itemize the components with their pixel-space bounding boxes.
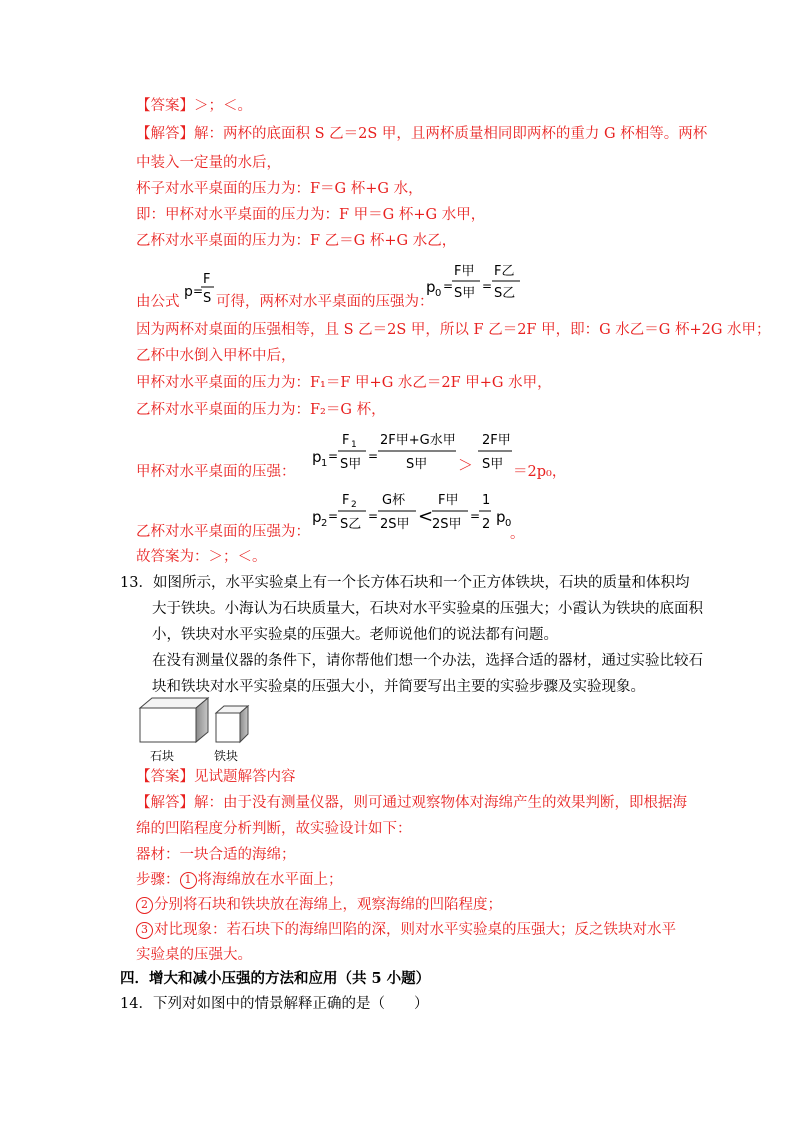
q13-solution-line-3: 器材：一块合适的海绵； [136, 847, 296, 863]
svg-text:S甲: S甲 [482, 457, 504, 472]
solution-line-5: 乙杯对水平桌面的压力为：F 乙＝G 杯+G 水乙， [136, 233, 457, 249]
svg-text:F: F [342, 433, 350, 448]
solution-line-9: 甲杯对水平桌面的压力为：F₁＝F 甲+G 水乙＝2F 甲+G 水甲， [136, 375, 552, 391]
answer-tag: 【答案】 [136, 769, 194, 785]
question-13-line-1: 13．如图所示，水平实验桌上有一个长方体石块和一个正方体铁块，石块的质量和体积均 [120, 575, 690, 591]
label-iron: 铁块 [214, 749, 239, 763]
svg-text:S甲: S甲 [406, 457, 428, 472]
solution-line-12-tail: 。 [510, 526, 525, 542]
solution-line-10: 乙杯对水平桌面的压力为：F₂＝G 杯， [136, 402, 386, 418]
q13-solution-line-5: 2 分别将石块和铁块放在海绵上，观察海绵的凹陷程度； [136, 895, 502, 915]
solution-line-12: 乙杯对水平桌面的压强为： [136, 524, 310, 540]
q13-solution-line-7: 实验桌的压强大。 [136, 947, 252, 963]
svg-text:=: = [328, 509, 339, 523]
question-13-line-3: 小，铁块对水平实验桌的压强大。老师说他们的说法都有问题。 [152, 627, 558, 643]
svg-text:2F甲: 2F甲 [482, 433, 511, 448]
question-14: 14．下列对如图中的情景解释正确的是（ ） [120, 996, 429, 1012]
question-13-line-2: 大于铁块。小海认为石块质量大，石块对水平实验桌的压强大；小霞认为铁块的底面积 [152, 601, 703, 617]
svg-text:2: 2 [351, 500, 357, 510]
svg-text:S乙: S乙 [340, 517, 362, 532]
question-13-line-5: 块和铁块对水平实验桌的压强大小，并简要写出主要的实验步骤及实验现象。 [152, 679, 645, 695]
svg-text:F: F [342, 493, 350, 508]
solution-line-1: 【解答】解：两杯的底面积 S 乙＝2S 甲，且两杯质量相同即两杯的重力 G 杯相等。两杯 [136, 126, 708, 142]
svg-text:G杯: G杯 [382, 493, 406, 508]
solution-line-8: 乙杯中水倒入甲杯中后， [136, 348, 296, 364]
svg-text:F乙: F乙 [494, 264, 515, 279]
solution-tag: 【解答】 [136, 126, 194, 142]
svg-text:=: = [443, 279, 454, 293]
label-stone: 石块 [150, 749, 175, 763]
svg-text:2: 2 [321, 518, 328, 529]
formula-p0 [422, 260, 532, 308]
svg-text:F甲: F甲 [454, 264, 475, 279]
svg-text:1: 1 [351, 440, 357, 450]
question-13-line-4: 在没有测量仪器的条件下，请你帮他们想一个办法，选择合适的器材，通过实验比较石 [152, 653, 703, 669]
solution-line-2: 中装入一定量的水后， [136, 155, 281, 171]
formula-F: F [203, 272, 211, 287]
svg-text:p: p [312, 508, 322, 526]
svg-text:p: p [312, 448, 322, 466]
formula-p1 [308, 426, 548, 482]
solution-line-3: 杯子对水平桌面的压力为：F＝G 杯+G 水， [136, 181, 423, 197]
svg-text:=: = [470, 509, 481, 523]
svg-text:＞: ＞ [458, 456, 474, 474]
circled-number-3: 3 [136, 922, 153, 939]
circled-number-1: 1 [180, 872, 197, 889]
solution-line-7: 因为两杯对桌面的压强相等，且 S 乙＝2S 甲，所以 F 乙＝2F 甲，即：G 水乙＝G 杯+2G 水甲； [136, 322, 771, 338]
formula-p-equals-f-over-s [182, 268, 218, 310]
svg-text:=: = [193, 284, 204, 298]
formula-S: S [203, 291, 212, 306]
svg-text:=: = [328, 449, 339, 463]
solution-line-13: 故答案为：＞；＜。 [136, 549, 267, 565]
blocks-figure [136, 696, 276, 766]
q13-solution-line-6: 3 对比现象：若石块下的海绵凹陷的深，则对水平实验桌的压强大；反之铁块对水平 [136, 920, 676, 940]
svg-text:1: 1 [482, 493, 491, 508]
solution-line-11: 甲杯对水平桌面的压强： [136, 464, 296, 480]
svg-text:1: 1 [321, 458, 328, 469]
question-number: 13． [120, 575, 153, 591]
answer-line-q13 [136, 767, 296, 787]
svg-text:S甲: S甲 [454, 286, 476, 301]
solution-line-11-tail: ＝2p₀， [513, 464, 567, 480]
svg-text:2F甲+G水甲: 2F甲+G水甲 [380, 433, 456, 448]
svg-text:S甲: S甲 [340, 457, 362, 472]
solution-line-6b: 可得，两杯对水平桌面的压强为： [216, 294, 434, 310]
svg-text:<: < [418, 506, 434, 527]
formula-p2 [308, 486, 528, 542]
svg-text:p: p [496, 508, 506, 526]
svg-text:S乙: S乙 [494, 286, 516, 301]
svg-text:0: 0 [505, 518, 512, 529]
q13-solution-line-4: 步骤： 1 将海绵放在水平面上； [136, 872, 343, 888]
svg-text:2S甲: 2S甲 [432, 517, 462, 532]
iron-block [216, 706, 248, 742]
solution-line-6: 由公式 [136, 294, 180, 310]
formula-p: p [184, 284, 193, 300]
svg-text:2S甲: 2S甲 [380, 517, 410, 532]
svg-text:p: p [426, 278, 436, 296]
question-number: 14． [120, 996, 153, 1012]
q13-solution-line-2: 绵的凹陷程度分析判断，故实验设计如下： [136, 821, 412, 837]
section-heading: 四．增大和减小压强的方法和应用（共 5 小题） [120, 970, 431, 987]
answer-text: 见试题解答内容 [194, 769, 296, 785]
svg-text:=: = [368, 449, 379, 463]
svg-text:2: 2 [482, 517, 491, 532]
svg-text:=: = [482, 279, 493, 293]
svg-text:0: 0 [435, 288, 442, 299]
answer-line-q12 [136, 96, 252, 116]
svg-text:=: = [368, 509, 379, 523]
answer-tag: 【答案】 [136, 98, 194, 114]
solution-line-4: 即：甲杯对水平桌面的压力为：F 甲＝G 杯+G 水甲， [136, 207, 486, 223]
circled-number-2: 2 [136, 897, 153, 914]
solution-tag: 【解答】 [136, 795, 194, 811]
stone-block [140, 698, 208, 742]
answer-text: ＞；＜。 [194, 98, 252, 114]
svg-text:F甲: F甲 [438, 493, 459, 508]
q13-solution-line-1: 【解答】解：由于没有测量仪器，则可通过观察物体对海绵产生的效果判断，即根据海 [136, 795, 687, 811]
